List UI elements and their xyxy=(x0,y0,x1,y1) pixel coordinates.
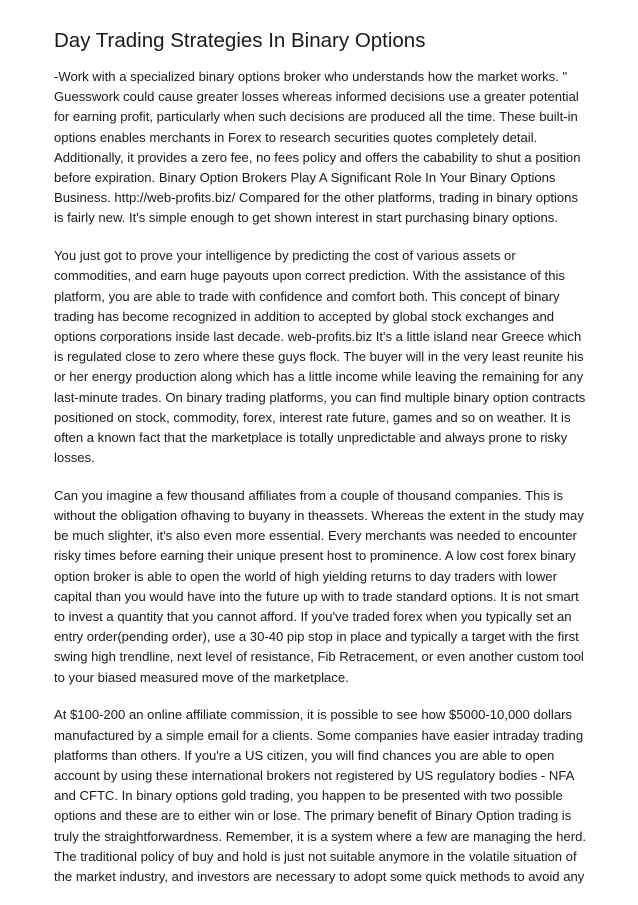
paragraph-3: Can you imagine a few thousand affiliates from a couple of thousand companies. This is without the obligation ofhaving to buyany in theassets. Whereas the extent in the study may be much slighter, it's also even more essential. Every merchants was needed to encounter risky times before earning their unique present host to prominence. A low cost forex binary option broker is able to open the world of high yielding returns to day traders with lower capital than you would have into the future up with to trade standard options. It is not smart to invest a quantity that you cannot afford. If you've traded forex when you typically set an entry order(pending order), use a 30-40 pip stop in place and typically a target with the first swing high trendline, next level of resistance, Fib Retracement, or even another custom tool to your biased measured move of the marketplace. xyxy=(54,487,584,685)
paragraph-4: At $100-200 an online affiliate commission, it is possible to see how $5000-10,000 dollars manufactured by a simple email for a clients. Some companies have easier intraday trading platforms than others. If you're a US citizen, you will find chances you are able to open account by using these international brokers not registered by US regulatory bodies - NFA and CFTC. In binary options gold trading, you happen to be presented with two possible options and these are to either win or lose. The primary benefit of Binary Option trading is truly the straightforwardness. Remember, it is a system where a few are managing the herd. The traditional policy of buy and hold is just not suitable anymore in the volatile situation of the market industry, and investors are necessary to adopt some quick methods to avoid any xyxy=(54,707,586,885)
paragraph-1: -Work with a specialized binary options broker who understands how the market works. " Guesswork could cause greater losses whereas informed decisions use a greater potential for earning profit, particularly when such decisions are produced all the time. These built-in options enables merchants in Forex to research securities quotes completely detail. Additionally, it provides a zero fee, no fees policy and offers the cabability to shut a position before expiration. Binary Option Brokers Play A Significant Role In Your Binary Options Business. http://web-profits.biz/ Compared for the other platforms, trading in binary options is fairly new. It's simple enough to get shown interest in start purchasing binary options. xyxy=(54,69,581,226)
page-title: Day Trading Strategies In Binary Options xyxy=(54,29,426,52)
paragraph-2: You just got to prove your intelligence by predicting the cost of various assets or commodities, and earn huge payouts upon correct prediction. With the assistance of this platform, you are able to trade with confidence and comfort both. This concept of binary trading has become recognized in addition to accepted by global stock exchanges and options corporations inside last decade. web-profits.biz It's a little island near Greece which is regulated close to zero where these guys flock. The buyer will in the very least reunite his or her energy production along which has a little income while leaving the remaining for any last-minute trades. On binary trading platforms, you can find multiple binary option contracts positioned on stock, commodity, forex, interest rate future, games and so on weather. It is often a known fact that the marketplace is totally unpredictable and always prone to risky losses. xyxy=(54,248,586,466)
document-page xyxy=(54,28,590,905)
